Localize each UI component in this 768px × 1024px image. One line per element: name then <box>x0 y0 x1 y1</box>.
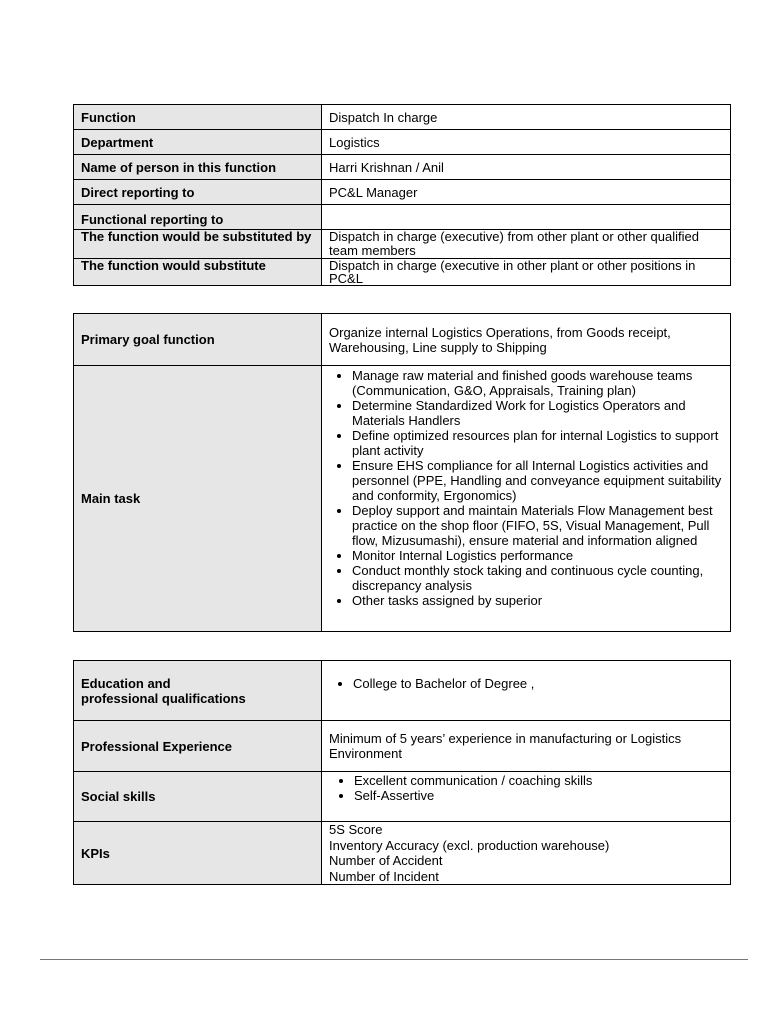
list-item: • Self-Assertive <box>354 788 723 803</box>
list-item: • Define optimized resources plan for internal Logistics to support plant activity <box>352 428 723 458</box>
list-item: • Manage raw material and finished goods warehouse teams (Communication, G&O, Appraisals, Training plan) <box>352 368 723 398</box>
list-item: • Conduct monthly stock taking and continuous cycle counting, discrepancy analysis <box>352 563 723 593</box>
row-label: Function <box>74 105 322 130</box>
table-row <box>74 130 731 155</box>
kpi-item: 5S Score <box>329 822 383 837</box>
table-row <box>74 366 731 632</box>
row-value: Dispatch in charge (executive in other plant or other positions in PC&L <box>322 259 731 286</box>
row-value <box>322 205 731 230</box>
list-item: • Determine Standardized Work for Logistics Operators and Materials Handlers <box>352 398 723 428</box>
function-info-table <box>73 104 731 286</box>
row-label: Direct reporting to <box>74 180 322 205</box>
kpi-item: Number of Incident <box>329 868 439 884</box>
qualifications-table <box>73 660 731 885</box>
row-value: Logistics <box>322 130 731 155</box>
table-row <box>74 772 731 822</box>
row-value: Harri Krishnan / Anil <box>322 155 731 180</box>
list-item: • Deploy support and maintain Materials Flow Management best practice on the shop floor (FIFO, 5S, Visual Management, Pull flow, Mizusumashi), ensure material and information aligned <box>352 503 723 548</box>
primary-goal-value: Organize internal Logistics Operations, from Goods receipt, Warehousing, Line supply to Shipping <box>322 314 731 366</box>
education-cell <box>322 661 731 721</box>
main-task-list <box>329 368 723 608</box>
table-row <box>74 105 731 130</box>
table-row <box>74 721 731 772</box>
footer-divider <box>40 959 748 960</box>
list-item: • Excellent communication / coaching skills <box>354 773 723 788</box>
table-row <box>74 230 731 259</box>
row-label: The function would substitute <box>74 259 322 286</box>
table-row <box>74 822 731 885</box>
row-label: The function would be substituted by <box>74 230 322 259</box>
goal-task-table <box>73 313 731 632</box>
table-row <box>74 205 731 230</box>
list-item: • Monitor Internal Logistics performance <box>352 548 723 563</box>
table-row <box>74 180 731 205</box>
table-row <box>74 314 731 366</box>
list-item: • Ensure EHS compliance for all Internal Logistics activities and personnel (PPE, Handling and conveyance equipment suitability and conformity, Ergonomics) <box>352 458 723 503</box>
table-row <box>74 661 731 721</box>
education-label-line: Education and <box>81 675 171 691</box>
social-skills-label: Social skills <box>74 772 322 822</box>
kpi-item: Number of Accident <box>329 853 443 868</box>
experience-label: Professional Experience <box>74 721 322 772</box>
main-task-cell <box>322 366 731 632</box>
primary-goal-label: Primary goal function <box>74 314 322 366</box>
kpi-label: KPIs <box>74 822 322 885</box>
list-item: • Other tasks assigned by superior <box>352 593 723 608</box>
row-value: PC&L Manager <box>322 180 731 205</box>
education-label-line: professional qualifications <box>81 690 246 706</box>
social-skills-cell <box>322 772 731 822</box>
row-label: Functional reporting to <box>74 205 322 230</box>
main-task-label: Main task <box>74 366 322 632</box>
row-value: Dispatch In charge <box>322 105 731 130</box>
table-row <box>74 259 731 286</box>
kpi-cell <box>322 822 731 885</box>
list-item: • College to Bachelor of Degree , <box>353 676 723 691</box>
row-label: Department <box>74 130 322 155</box>
social-skills-list <box>329 773 723 803</box>
education-label <box>74 661 322 721</box>
row-label: Name of person in this function <box>74 155 322 180</box>
row-value: Dispatch in charge (executive) from other plant or other qualified team members <box>322 230 731 259</box>
education-list <box>329 676 723 691</box>
kpi-item: Inventory Accuracy (excl. production warehouse) <box>329 837 610 853</box>
experience-value: Minimum of 5 years’ experience in manufacturing or Logistics Environment <box>322 721 731 772</box>
table-row <box>74 155 731 180</box>
